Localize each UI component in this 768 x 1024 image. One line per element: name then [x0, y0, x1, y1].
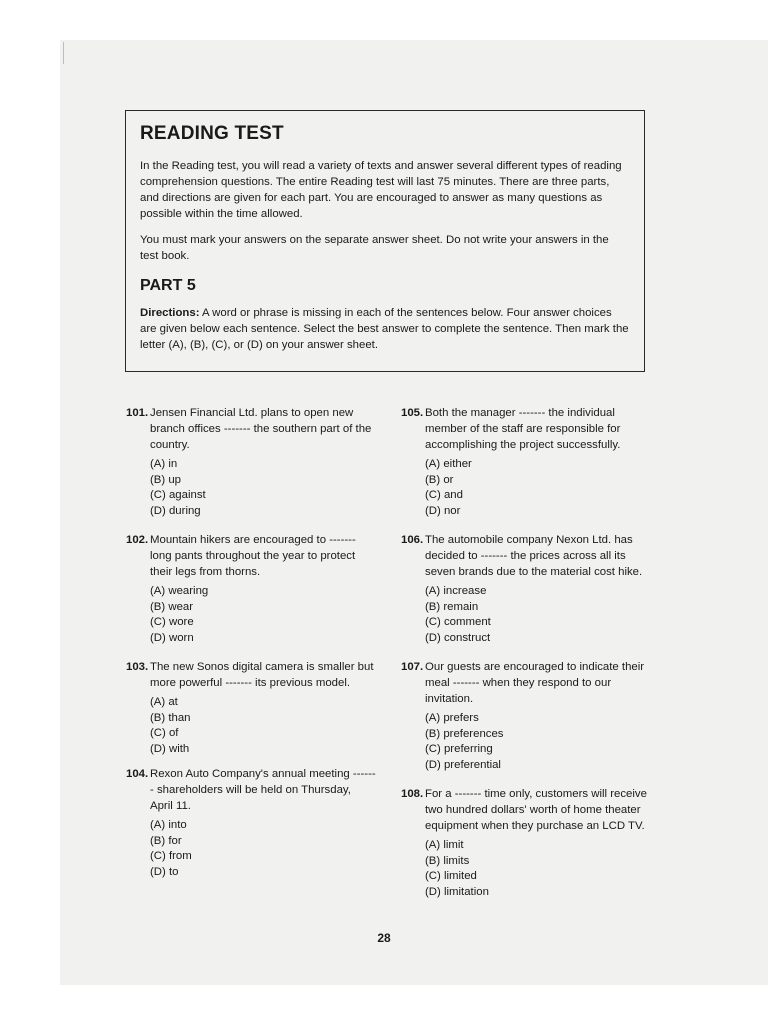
option-c: (C) wore: [150, 616, 194, 628]
question-number: 107.: [401, 661, 424, 673]
option-b: (B) wear: [150, 600, 194, 613]
question-number: 104.: [126, 768, 149, 780]
option-c: (C) of: [150, 727, 179, 739]
answer-options: [425, 584, 651, 646]
option-d: (D) preferential: [425, 758, 501, 771]
option-a: (A) into: [150, 819, 187, 831]
option-a: (A) in: [150, 458, 178, 470]
reading-test-title: READING TEST: [140, 123, 284, 144]
option-b: (B) preferences: [425, 727, 504, 740]
option-d: (D) nor: [425, 504, 461, 517]
option-d: (D) during: [150, 504, 201, 517]
instructions-box: [125, 110, 645, 372]
answer-options: [425, 457, 651, 519]
answer-options: [150, 818, 376, 880]
option-d: (D) construct: [425, 631, 491, 644]
question-text: The automobile company Nexon Ltd. has decided to ------- the prices across all its seven brands due to the material cost hike.: [425, 534, 643, 578]
question-text: The new Sonos digital camera is smaller but more powerful ------- its previous model.: [150, 661, 374, 689]
question-106: [401, 532, 651, 646]
option-b: (B) limits: [425, 854, 470, 867]
answer-options: [425, 838, 651, 900]
question-text: For a ------- time only, customers will receive two hundred dollars' worth of home theater equipment when they purchase an LCD TV.: [425, 788, 647, 832]
option-a: (A) at: [150, 696, 178, 708]
option-c: (C) comment: [425, 616, 491, 628]
option-d: (D) with: [150, 742, 190, 755]
option-b: (B) than: [150, 711, 191, 724]
directions-label: Directions:: [140, 307, 200, 319]
question-number: 108.: [401, 788, 424, 800]
page-number: 28: [377, 931, 391, 945]
option-c: (C) from: [150, 850, 192, 862]
question-107: [401, 659, 651, 773]
question-text: Our guests are encouraged to indicate their meal ------- when they respond to our invitation.: [425, 661, 645, 705]
option-d: (D) to: [150, 865, 179, 878]
question-text: Jensen Financial Ltd. plans to open new branch offices ------- the southern part of the country.: [150, 407, 372, 451]
option-c: (C) against: [150, 489, 206, 501]
question-number: 101.: [126, 407, 149, 419]
question-108: [401, 786, 651, 900]
question-text: Mountain hikers are encouraged to ------- long pants throughout the year to protect their legs from thorns.: [150, 534, 356, 578]
questions-right-column: [401, 405, 651, 913]
question-number: 106.: [401, 534, 424, 546]
option-b: (B) for: [150, 834, 182, 847]
questions-left-column: [126, 405, 376, 893]
option-a: (A) wearing: [150, 585, 209, 597]
question-number: 103.: [126, 661, 149, 673]
question-105: [401, 405, 651, 519]
option-c: (C) and: [425, 489, 463, 501]
question-101: [126, 405, 376, 519]
option-a: (A) limit: [425, 839, 464, 851]
question-number: 105.: [401, 407, 424, 419]
option-a: (A) increase: [425, 585, 487, 597]
option-b: (B) or: [425, 473, 454, 486]
option-b: (B) up: [150, 473, 182, 486]
option-a: (A) either: [425, 458, 472, 470]
directions-text: A word or phrase is missing in each of the sentences below. Four answer choices are given below each sentence. Select the best answer to complete the sentence. Then mark the letter (A), (B), (C), or (D) on your answer sheet.: [140, 307, 629, 351]
option-d: (D) limitation: [425, 885, 489, 898]
part-directions: [140, 305, 630, 353]
option-b: (B) remain: [425, 600, 479, 613]
question-number: 102.: [126, 534, 149, 546]
answer-options: [425, 711, 651, 773]
option-a: (A) prefers: [425, 712, 479, 724]
part-title: PART 5: [140, 277, 196, 294]
reading-test-intro: In the Reading test, you will read a variety of texts and answer several different types of reading comprehension questions. The entire Reading test will last 75 minutes. There are three parts, and directions are given for each part. You are encouraged to answer as many questions as possible within the time allowed.: [140, 160, 622, 220]
reading-test-note: You must mark your answers on the separate answer sheet. Do not write your answers in the test book.: [140, 234, 609, 262]
option-c: (C) limited: [425, 870, 477, 882]
answer-options: [150, 584, 376, 646]
question-104: [126, 766, 376, 880]
answer-options: [150, 457, 376, 519]
margin-mark: [63, 42, 64, 64]
question-text: Rexon Auto Company's annual meeting ------- shareholders will be held on Thursday, April 11.: [150, 768, 376, 812]
answer-options: [150, 695, 376, 757]
option-d: (D) worn: [150, 631, 194, 644]
question-102: [126, 532, 376, 646]
question-text: Both the manager ------- the individual member of the staff are responsible for accomplishing the project successfully.: [425, 407, 621, 451]
option-c: (C) preferring: [425, 743, 493, 755]
question-103: [126, 659, 376, 757]
